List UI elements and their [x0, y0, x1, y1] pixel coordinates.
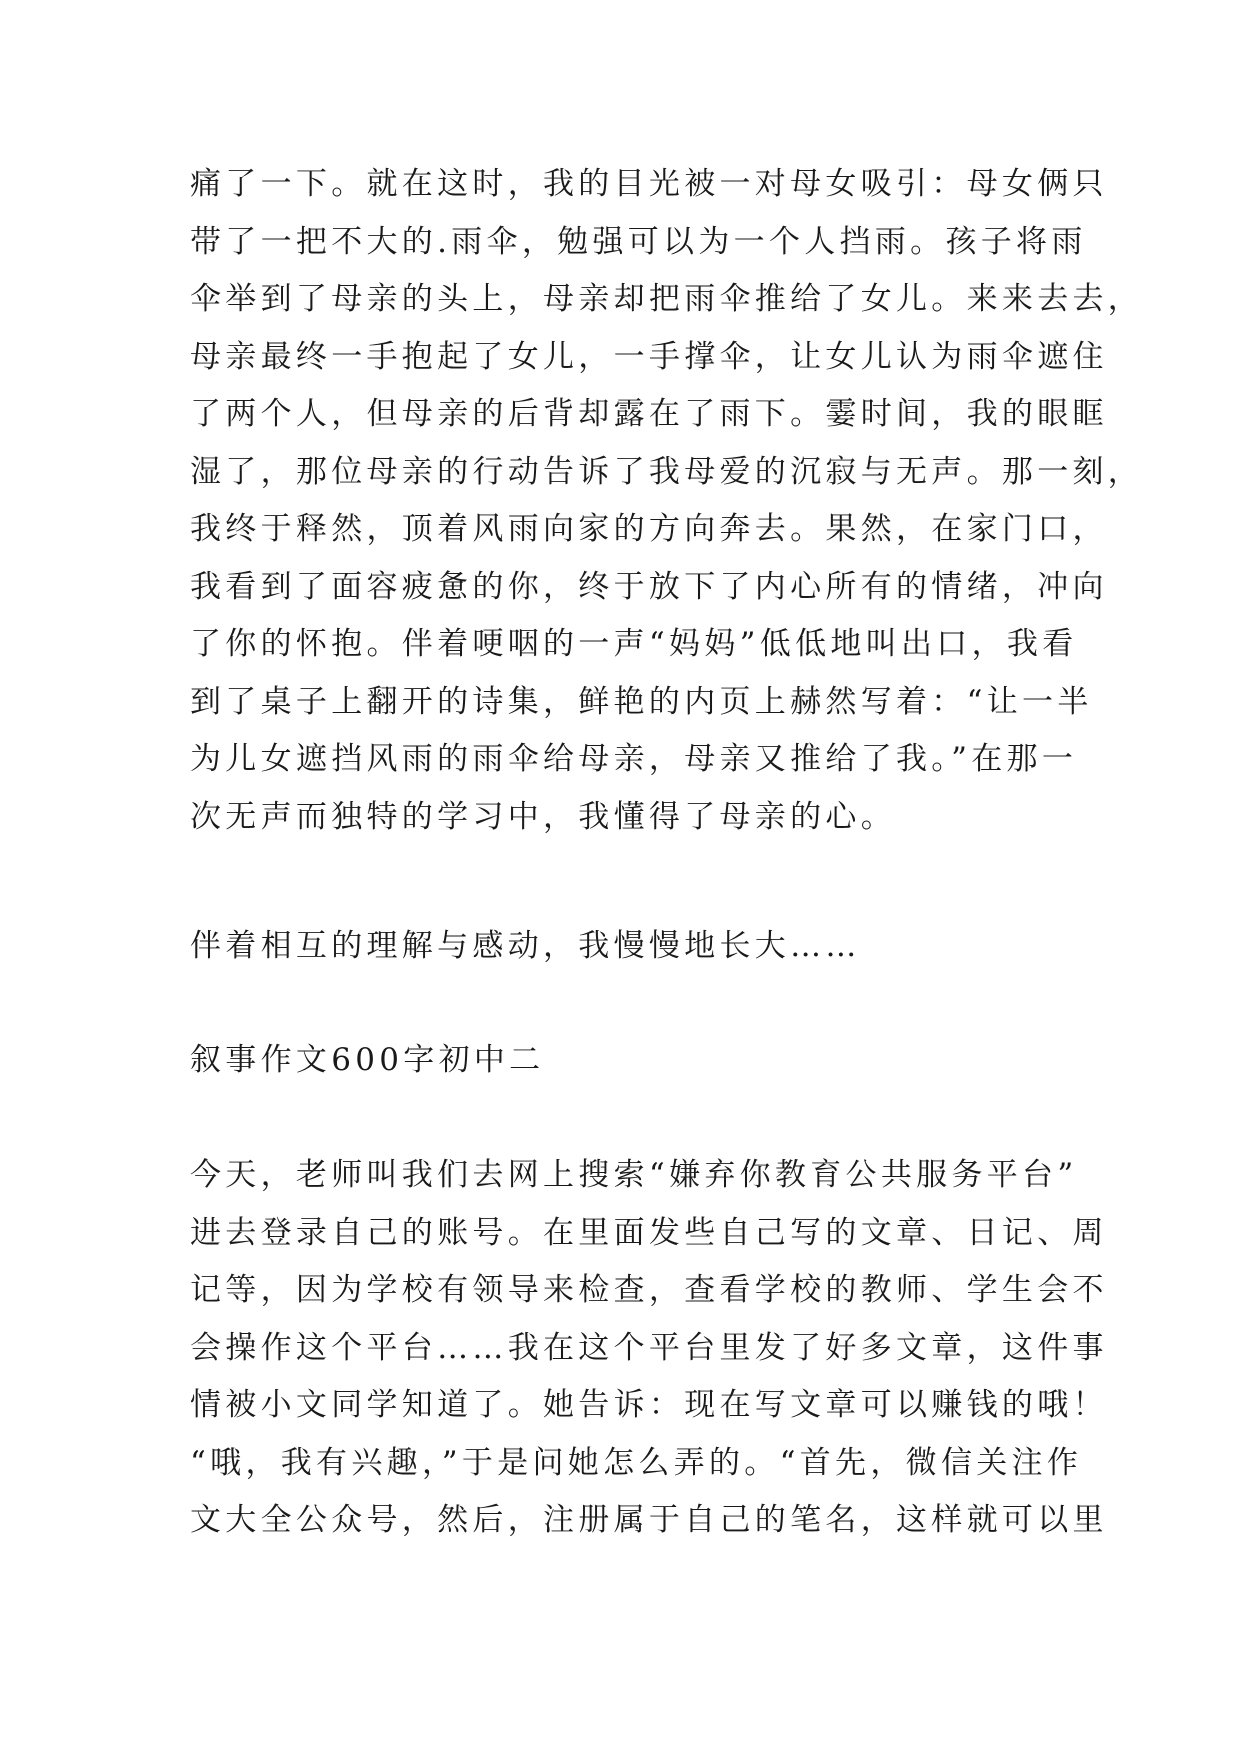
text-line: 湿了，那位母亲的行动告诉了我母爱的沉寂与无声。那一刻，	[190, 453, 1144, 490]
text-line: 文大全公众号，然后，注册属于自己的笔名，这样就可以里	[190, 1502, 1108, 1538]
text-line: 我看到了面容疲惫的你，终于放下了内心所有的情绪，冲向	[190, 568, 1108, 605]
text-line: 情被小文同学知道了。她告诉：现在写文章可以赚钱的哦！	[190, 1387, 1108, 1423]
paragraph-online-platform	[190, 1147, 1108, 1550]
paragraph-mother-umbrella	[190, 156, 1144, 846]
text-line: 带了一把不大的.雨伞，勉强可以为一个人挡雨。孩子将雨	[190, 223, 1087, 260]
text-line: 痛了一下。就在这时，我的目光被一对母女吸引：母女俩只	[190, 166, 1108, 202]
text-line: 进去登录自己的账号。在里面发些自己写的文章、日记、周	[190, 1214, 1108, 1251]
text-line: 母亲最终一手抱起了女儿，一手撑伞，让女儿认为雨伞遮住	[190, 338, 1108, 375]
heading-text: 叙事作文600字初中二	[190, 1042, 545, 1078]
paragraph-growing-up	[190, 918, 1070, 976]
text-line: 今天，老师叫我们去网上搜索“嫌弃你教育公共服务平台”	[190, 1157, 1078, 1193]
text-line: 次无声而独特的学习中，我懂得了母亲的心。	[190, 798, 896, 835]
text-line: 为儿女遮挡风雨的雨伞给母亲，母亲又推给了我。”在那一	[190, 741, 1078, 777]
text-line: 我终于释然，顶着风雨向家的方向奔去。果然，在家门口，	[190, 511, 1108, 547]
text-line: “哦，我有兴趣，”于是问她怎么弄的。“首先，微信关注作	[190, 1444, 1083, 1481]
text-line: 了你的怀抱。伴着哽咽的一声“妈妈”低低地叫出口，我看	[190, 626, 1078, 662]
text-line: 伞举到了母亲的头上，母亲却把雨伞推给了女儿。来来去去，	[190, 281, 1144, 317]
text-line: 了两个人，但母亲的后背却露在了雨下。霎时间，我的眼眶	[190, 396, 1108, 432]
text-line: 会操作这个平台……我在这个平台里发了好多文章，这件事	[190, 1329, 1108, 1366]
text-line: 到了桌子上翻开的诗集，鲜艳的内页上赫然写着：“让一半	[190, 683, 1093, 720]
text-line: 伴着相互的理解与感动，我慢慢地长大……	[190, 928, 861, 964]
section-heading	[190, 1032, 1070, 1090]
text-line: 记等，因为学校有领导来检查，查看学校的教师、学生会不	[190, 1272, 1108, 1308]
